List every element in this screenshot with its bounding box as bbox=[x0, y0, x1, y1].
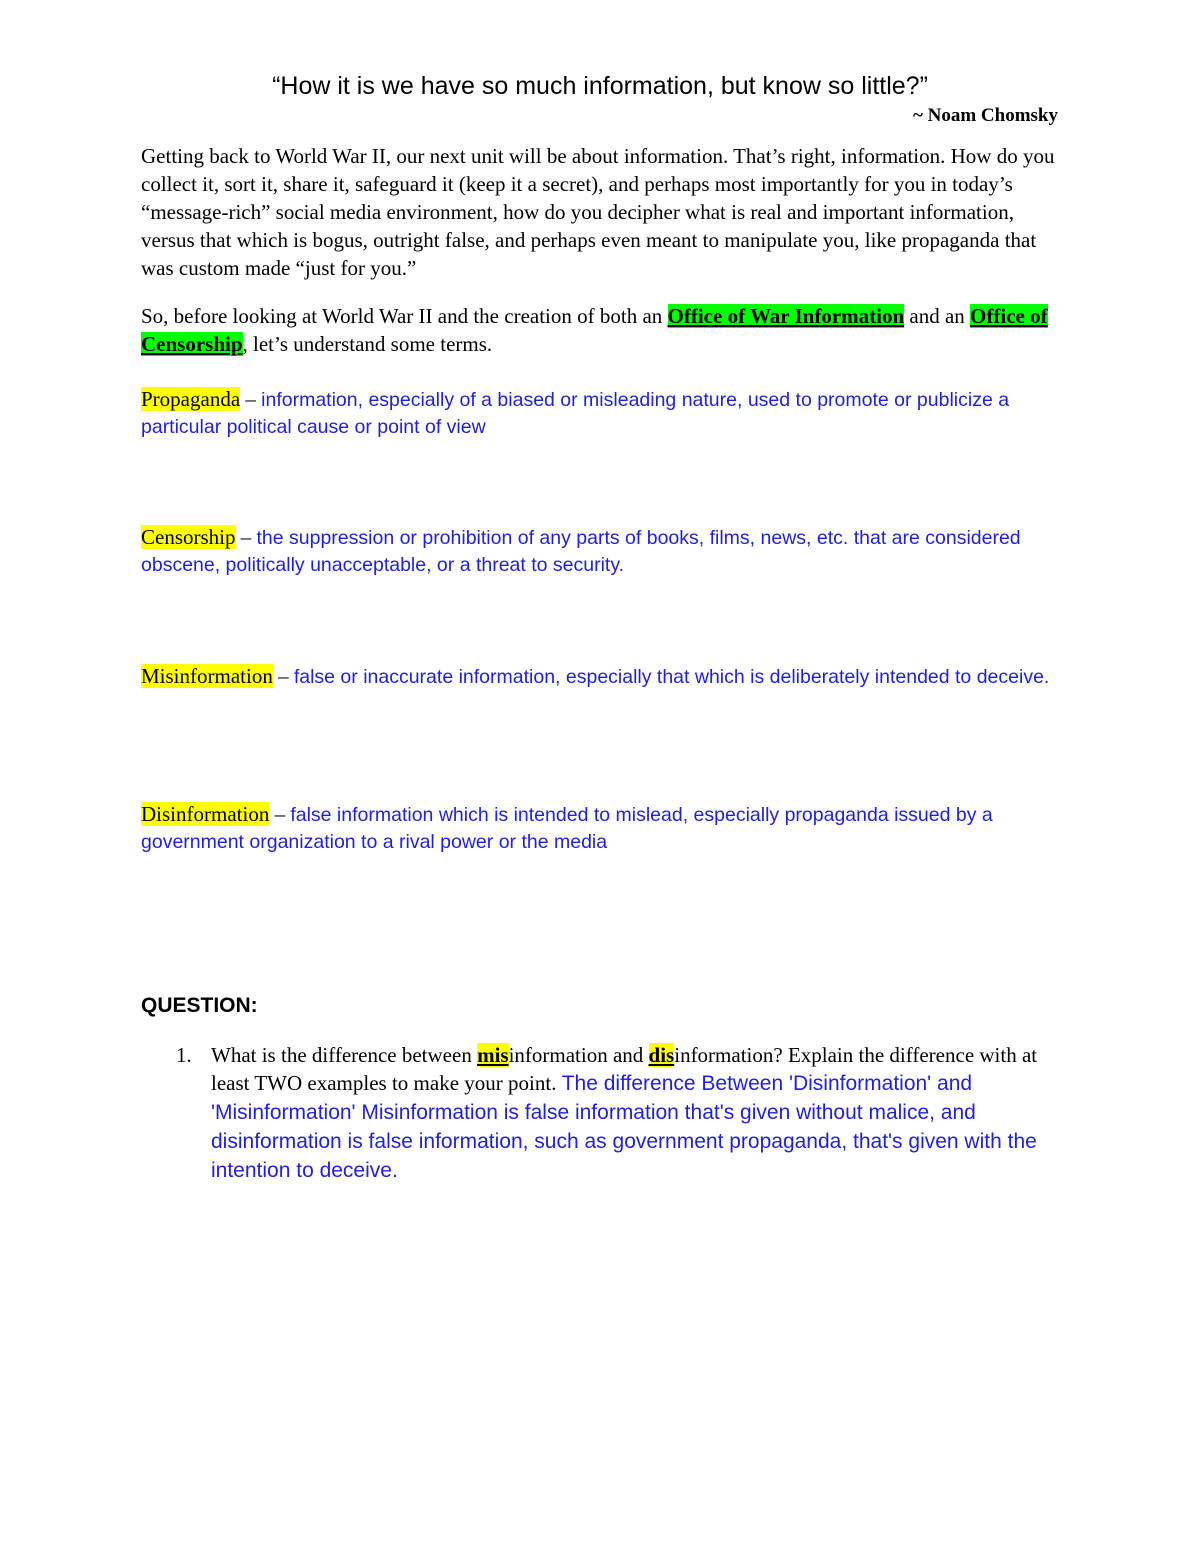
definition-misinformation bbox=[141, 663, 1071, 690]
question-text-3: information? Explain the difference with at least TWO examples to make your point. bbox=[211, 1043, 1038, 1095]
question-heading: QUESTION: bbox=[141, 994, 258, 1017]
question-text-2: information and bbox=[508, 1043, 649, 1067]
definition-text: false or inaccurate information, especially that which is deliberately intended to deceive. bbox=[293, 666, 1050, 688]
terms-intro-text-3: , let’s understand some terms. bbox=[242, 332, 493, 356]
quote-attribution: ~ Noam Chomsky bbox=[912, 105, 1058, 126]
terms-intro-text-1: So, before looking at World War II and the creation of both an bbox=[141, 304, 668, 328]
term-dash: – bbox=[235, 525, 257, 549]
definition-propaganda bbox=[141, 386, 1071, 440]
term-label: Censorship bbox=[141, 525, 236, 549]
office-war-information-highlight: Office of War Information bbox=[667, 304, 905, 328]
definition-censorship bbox=[141, 524, 1071, 578]
term-dash: – bbox=[272, 664, 294, 688]
term-label: Propaganda bbox=[141, 387, 241, 411]
mis-highlight: mis bbox=[477, 1043, 509, 1067]
definition-text: information, especially of a biased or misleading nature, used to promote or publicize a particular political cause or point of view bbox=[141, 389, 1010, 438]
term-label: Disinformation bbox=[141, 802, 270, 826]
question-text-1: What is the difference between bbox=[211, 1043, 478, 1067]
term-dash: – bbox=[269, 802, 291, 826]
question-text bbox=[211, 1041, 1071, 1185]
terms-intro-text-2: and an bbox=[904, 304, 971, 328]
answer-text: The difference Between 'Disinformation' and 'Misinformation' Misinformation is false information that's given without malice, and disinformation is false information, such as government propaganda, that's given with the intention to deceive. bbox=[211, 1072, 1037, 1182]
quote-heading: “How it is we have so much information, but know so little?” bbox=[272, 72, 928, 100]
term-dash: – bbox=[240, 387, 262, 411]
definition-disinformation bbox=[141, 801, 1071, 855]
definition-text: the suppression or prohibition of any parts of books, films, news, etc. that are considered obscene, politically unacceptable, or a threat to security. bbox=[141, 527, 1021, 576]
term-label: Misinformation bbox=[141, 664, 273, 688]
intro-paragraph: Getting back to World War II, our next unit will be about information. That’s right, information. How do you collect it, sort it, share it, safeguard it (keep it a secret), and perhaps most importantly for you in today’s “message-rich” social media environment, how do you decipher what is real and important information, versus that which is bogus, outright false, and perhaps even meant to manipulate you, like propaganda that was custom made “just for you.” bbox=[141, 144, 1055, 280]
terms-intro-paragraph bbox=[141, 302, 1071, 358]
dis-highlight: dis bbox=[648, 1043, 675, 1067]
definition-text: false information which is intended to mislead, especially propaganda issued by a government organization to a rival power or the media bbox=[141, 804, 993, 853]
question-number: 1. bbox=[176, 1043, 192, 1067]
office-censorship-highlight: Office of Censorship bbox=[141, 304, 1048, 356]
